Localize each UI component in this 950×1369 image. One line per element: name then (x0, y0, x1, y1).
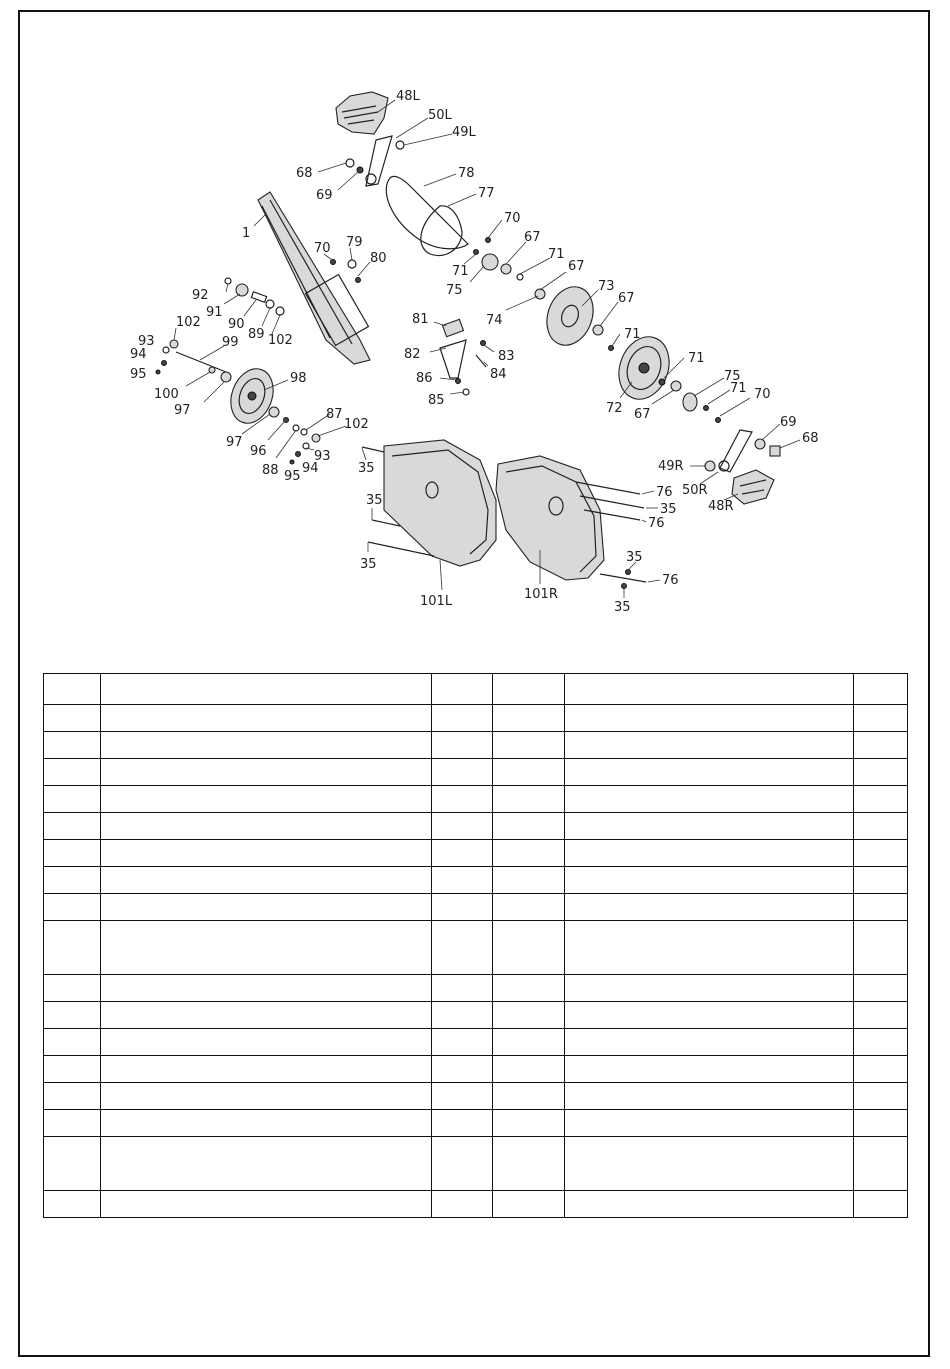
table-row (44, 1191, 908, 1218)
table-cell (565, 732, 854, 759)
table-row (44, 674, 908, 705)
callout-67: 67 (524, 230, 541, 245)
part-49-right (705, 461, 715, 471)
table-row (44, 1056, 908, 1083)
part-69-right (755, 439, 765, 449)
callout-49R: 49R (658, 459, 684, 474)
table-cell (44, 975, 101, 1002)
callout-71: 71 (730, 381, 747, 396)
table-cell (854, 1083, 908, 1110)
table-cell (432, 705, 493, 732)
table-cell (493, 1056, 565, 1083)
table-cell (565, 759, 854, 786)
table-cell (432, 1137, 493, 1191)
part-95-right (290, 460, 294, 464)
table-cell (565, 1002, 854, 1029)
table-row (44, 732, 908, 759)
table-cell (101, 1137, 432, 1191)
crank-arm-left (366, 136, 404, 186)
table-cell (101, 813, 432, 840)
callout-80: 80 (370, 251, 387, 266)
table-cell (493, 975, 565, 1002)
table-cell (432, 840, 493, 867)
table-cell (565, 894, 854, 921)
callout-71: 71 (624, 327, 641, 342)
callout-69: 69 (780, 415, 797, 430)
table-cell (432, 1056, 493, 1083)
table-cell (854, 921, 908, 975)
table-cell (493, 786, 565, 813)
callout-35: 35 (358, 461, 375, 476)
table-cell (101, 786, 432, 813)
table-cell (432, 867, 493, 894)
table-cell (493, 1029, 565, 1056)
callout-72: 72 (606, 401, 623, 416)
table-cell (432, 786, 493, 813)
callout-50L: 50L (428, 108, 452, 123)
table-row (44, 1110, 908, 1137)
table-row (44, 1137, 908, 1191)
table-cell (493, 840, 565, 867)
table-cell (565, 1056, 854, 1083)
table-cell (44, 1110, 101, 1137)
part-95-left (156, 370, 160, 374)
table-cell (432, 1002, 493, 1029)
callout-48R: 48R (708, 499, 734, 514)
part-70-upper (486, 238, 491, 243)
table-cell (432, 1083, 493, 1110)
callout-67: 67 (634, 407, 651, 422)
callout-95: 95 (130, 367, 147, 382)
callout-102: 102 (344, 417, 369, 432)
callout-49L: 49L (452, 125, 476, 140)
part-94-left (162, 361, 167, 366)
table-cell (854, 759, 908, 786)
bearing-97-right (269, 407, 279, 417)
callout-71: 71 (688, 351, 705, 366)
part-81 (442, 319, 463, 336)
callout-75: 75 (724, 369, 741, 384)
table-cell (44, 759, 101, 786)
callout-83: 83 (498, 349, 515, 364)
table-row (44, 705, 908, 732)
callout-70: 70 (314, 241, 331, 256)
part-86 (456, 379, 461, 384)
callout-70: 70 (504, 211, 521, 226)
table-cell (565, 1110, 854, 1137)
callout-35: 35 (366, 493, 383, 508)
table-cell (854, 1110, 908, 1137)
callout-71: 71 (548, 247, 565, 262)
pulley-hub-75 (482, 254, 498, 270)
callout-100: 100 (154, 387, 179, 402)
callout-88: 88 (262, 463, 279, 478)
part-83 (481, 341, 486, 346)
table-row (44, 867, 908, 894)
table-cell (854, 732, 908, 759)
part-68-left (346, 159, 354, 167)
part-91 (236, 284, 248, 296)
callout-67: 67 (568, 259, 585, 274)
table-row (44, 813, 908, 840)
table-cell (432, 732, 493, 759)
table-cell (101, 1083, 432, 1110)
callout-97: 97 (174, 403, 191, 418)
callout-79: 79 (346, 235, 363, 250)
table-cell (432, 1029, 493, 1056)
part-102-upper (276, 307, 284, 315)
table-cell (493, 732, 565, 759)
callout-98: 98 (290, 371, 307, 386)
table-cell (493, 867, 565, 894)
part-68-right (770, 446, 780, 456)
part-71-mid (517, 274, 523, 280)
table-cell (493, 1002, 565, 1029)
table-cell (44, 867, 101, 894)
parts-list-table (43, 673, 908, 1218)
callout-99: 99 (222, 335, 239, 350)
callout-82: 82 (404, 347, 421, 362)
table-cell (101, 705, 432, 732)
table-cell (432, 894, 493, 921)
table-cell (101, 732, 432, 759)
table-cell (565, 921, 854, 975)
flywheel-disc-73 (539, 280, 601, 351)
table-cell (854, 813, 908, 840)
pedal-left (336, 92, 388, 134)
table-cell (854, 840, 908, 867)
table-cell (493, 1137, 565, 1191)
callout-86: 86 (416, 371, 433, 386)
bearing-67-a (501, 264, 511, 274)
callout-74: 74 (486, 313, 503, 328)
table-cell (101, 1029, 432, 1056)
callout-96: 96 (250, 444, 267, 459)
table-cell (101, 1191, 432, 1218)
part-102-left (170, 340, 178, 348)
screw-35-e (626, 570, 631, 575)
table-cell (493, 921, 565, 975)
part-71-right (659, 379, 665, 385)
callout-91: 91 (206, 305, 223, 320)
callout-70: 70 (754, 387, 771, 402)
table-cell (493, 1083, 565, 1110)
part-102-right (312, 434, 320, 442)
table-cell (44, 674, 101, 705)
callout-89: 89 (248, 327, 265, 342)
callout-68: 68 (296, 166, 313, 181)
exploded-parts-diagram (0, 0, 950, 640)
callout-85: 85 (428, 393, 445, 408)
part-92 (225, 278, 231, 284)
table-cell (44, 1137, 101, 1191)
table-cell (493, 894, 565, 921)
table-cell (565, 840, 854, 867)
screw-76-c (600, 574, 646, 582)
table-cell (565, 1083, 854, 1110)
table-cell (493, 1191, 565, 1218)
part-79 (348, 260, 356, 268)
table-cell (44, 786, 101, 813)
belt-78 (386, 176, 468, 248)
callout-76: 76 (656, 485, 673, 500)
table-cell (854, 1056, 908, 1083)
part-71-lower (609, 346, 614, 351)
bearing-67-d (671, 381, 681, 391)
callout-69: 69 (316, 188, 333, 203)
axle-99 (176, 352, 226, 372)
callout-35: 35 (614, 600, 631, 615)
callout-81: 81 (412, 312, 429, 327)
table-cell (854, 867, 908, 894)
table-cell (565, 813, 854, 840)
table-cell (854, 1029, 908, 1056)
callout-102: 102 (268, 333, 293, 348)
table-cell (565, 1191, 854, 1218)
table-cell (101, 1110, 432, 1137)
callout-76: 76 (662, 573, 679, 588)
bearing-97-left (221, 372, 231, 382)
callout-94: 94 (130, 347, 147, 362)
part-90 (251, 292, 266, 302)
table-cell (44, 1083, 101, 1110)
table-cell (101, 894, 432, 921)
part-96 (284, 418, 289, 423)
table-cell (101, 1002, 432, 1029)
table-cell (44, 1056, 101, 1083)
bearing-67-b (535, 289, 545, 299)
table-row (44, 759, 908, 786)
table-cell (854, 975, 908, 1002)
callout-101L: 101L (420, 594, 453, 609)
callout-78: 78 (458, 166, 475, 181)
pedal-right (732, 470, 774, 504)
callout-92: 92 (192, 288, 209, 303)
table-cell (44, 840, 101, 867)
callout-76: 76 (648, 516, 665, 531)
table-cell (432, 1110, 493, 1137)
callout-48L: 48L (396, 89, 420, 104)
table-row (44, 840, 908, 867)
callout-50R: 50R (682, 483, 708, 498)
callout-97: 97 (226, 435, 243, 450)
callout-71: 71 (452, 264, 469, 279)
table-cell (493, 759, 565, 786)
table-cell (44, 1002, 101, 1029)
callout-35: 35 (626, 550, 643, 565)
callout-67: 67 (618, 291, 635, 306)
table-cell (565, 786, 854, 813)
table-cell (44, 921, 101, 975)
table-row (44, 1083, 908, 1110)
table-row (44, 894, 908, 921)
table-cell (44, 1191, 101, 1218)
table-cell (101, 674, 432, 705)
table-row (44, 975, 908, 1002)
table-cell (493, 705, 565, 732)
table-cell (101, 840, 432, 867)
table-cell (101, 867, 432, 894)
wheel-98 (224, 363, 281, 429)
table-cell (854, 1137, 908, 1191)
table-cell (565, 975, 854, 1002)
flywheel-72 (611, 330, 678, 407)
callout-87: 87 (326, 407, 343, 422)
part-80 (356, 278, 361, 283)
bracket-82 (440, 340, 466, 378)
callout-94: 94 (302, 461, 319, 476)
part-93-left (163, 347, 169, 353)
table-cell (854, 1002, 908, 1029)
table-cell (432, 921, 493, 975)
part-71-far (704, 406, 709, 411)
callout-95: 95 (284, 469, 301, 484)
table-cell (565, 867, 854, 894)
screw-35-f (622, 584, 627, 589)
table-cell (432, 975, 493, 1002)
table-cell (432, 759, 493, 786)
spring-84 (476, 355, 486, 367)
table-cell (44, 705, 101, 732)
part-89 (266, 300, 274, 308)
callout-93: 93 (314, 449, 331, 464)
table-cell (854, 705, 908, 732)
table-cell (101, 921, 432, 975)
table-cell (44, 732, 101, 759)
screw-35-a (362, 447, 384, 452)
table-row (44, 786, 908, 813)
table-cell (493, 1110, 565, 1137)
table-cell (101, 1056, 432, 1083)
table-cell (101, 975, 432, 1002)
callout-73: 73 (598, 279, 615, 294)
callout-90: 90 (228, 317, 245, 332)
callout-35: 35 (660, 502, 677, 517)
callout-77: 77 (478, 186, 495, 201)
table-cell (44, 894, 101, 921)
table-cell (565, 1137, 854, 1191)
table-row (44, 1029, 908, 1056)
crank-arm-right (719, 430, 752, 472)
table-cell (565, 674, 854, 705)
callout-93: 93 (138, 334, 155, 349)
table-cell (432, 674, 493, 705)
cover-right-101R (496, 456, 604, 580)
table-row (44, 921, 908, 975)
table-row (44, 1002, 908, 1029)
table-cell (101, 759, 432, 786)
callout-1: 1 (242, 226, 251, 241)
part-94-right (296, 452, 301, 457)
table-cell (854, 1191, 908, 1218)
callout-35: 35 (360, 557, 377, 572)
parts-table-body (44, 674, 908, 1218)
callout-84: 84 (490, 367, 507, 382)
callout-102: 102 (176, 315, 201, 330)
callout-75: 75 (446, 283, 463, 298)
table-cell (854, 674, 908, 705)
table-cell (854, 786, 908, 813)
part-70-frame (331, 260, 336, 265)
table-cell (432, 813, 493, 840)
callout-68: 68 (802, 431, 819, 446)
table-cell (432, 1191, 493, 1218)
cover-left-101L (384, 440, 496, 566)
part-71-upper (474, 250, 479, 255)
table-cell (44, 1029, 101, 1056)
bearing-67-c (593, 325, 603, 335)
table-cell (493, 674, 565, 705)
table-cell (854, 894, 908, 921)
callout-101R: 101R (524, 587, 558, 602)
part-70-right (716, 418, 721, 423)
table-cell (493, 813, 565, 840)
table-cell (565, 1029, 854, 1056)
table-cell (565, 705, 854, 732)
table-cell (44, 813, 101, 840)
